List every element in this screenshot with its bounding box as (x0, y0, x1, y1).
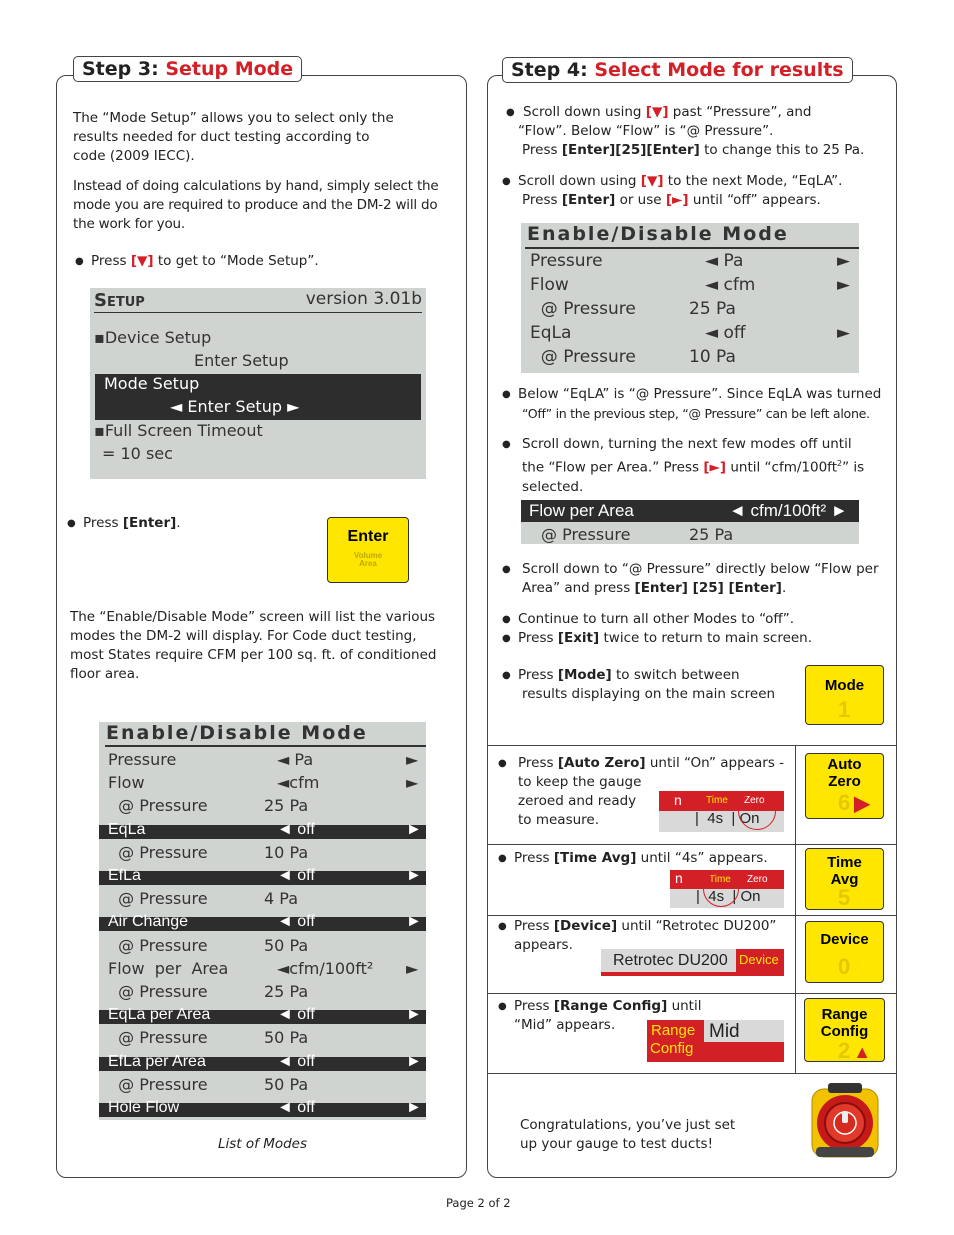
mode-name: EqLa per Area (108, 1006, 211, 1024)
bullet-icon: ● (506, 107, 515, 118)
table-column-line (795, 745, 796, 1073)
table-row-line (487, 844, 897, 845)
mode-value: 50 Pa (264, 1074, 309, 1094)
mode-name: @ Pressure (108, 796, 208, 816)
gauge-device-icon (808, 1083, 882, 1160)
table-row-line (487, 993, 897, 994)
mode-value: ◄cfm/100ft² (277, 958, 374, 978)
range-config-display: Range Config Mid (647, 1020, 784, 1062)
table-top-line (487, 745, 897, 746)
mode-name: @ Pressure (108, 889, 208, 909)
time-avg-instruction: Press [Time Avg] until “4s” appears. (514, 850, 768, 866)
highlight-circle-icon (703, 871, 739, 907)
mode-value: 50 Pa (264, 1028, 309, 1048)
mode-row-highlight (99, 825, 426, 839)
mode-name: Air Change (108, 913, 189, 931)
gauge-device-image (808, 1083, 882, 1160)
table-row-line (487, 915, 897, 916)
setup-screen: Setup version 3.01b ▪Device Setup Enter Setup Mode Setup ◄ Enter Setup ► ▪Full Screen Timeout = 10 sec (90, 288, 426, 479)
mode-arrow: ► (406, 1006, 422, 1024)
press-enter-instruction: Press [Enter]. (83, 515, 181, 531)
mode-name: EfLa (108, 867, 141, 884)
device-instruction: Press [Device] until “Retrotec DU200” appears. (514, 918, 777, 953)
up-arrow-icon: ▲ (853, 1042, 872, 1062)
bullet-icon: ● (502, 633, 511, 644)
mode-name: Flow (530, 275, 569, 295)
step3-intro2: Instead of doing calculations by hand, simply select the mode you are required to produce and the DM-2 will do the work for you. (73, 178, 439, 232)
bullet-icon: ● (502, 389, 511, 400)
step4-screen-header-line (525, 247, 859, 249)
mode-value: ◄cfm (277, 773, 320, 793)
page-footer: Page 2 of 2 (446, 1196, 511, 1210)
mode-value: ◄ Pa (277, 750, 314, 769)
table-row-line (487, 1073, 897, 1074)
highlight-circle-icon (738, 792, 776, 830)
bullet-icon: ● (502, 439, 511, 450)
modes-list-header: Enable/Disable Mode (106, 722, 368, 744)
time-avg-display: n Time Zero | 4s | On (670, 870, 784, 908)
step4-bullet-8: Press [Mode] to switch between results displaying on the main screen (518, 667, 776, 702)
modes-list-caption: List of Modes (218, 1136, 308, 1152)
step4-bullet-3: Below “EqLA” is “@ Pressure”. Since EqLA was turned “Off” in the previous step, “@ Pressure” can be left alone. (518, 386, 882, 421)
enter-key[interactable]: Enter Volume Area (327, 517, 409, 583)
modes-list-header-line (105, 745, 426, 747)
enable-disable-description: The “Enable/Disable Mode” screen will list the various modes the DM-2 will display. For Code duct testing, most States require CFM per 100 sq. ft. of conditioned floor area. (70, 609, 437, 682)
mode-arrow: ► (406, 1052, 422, 1070)
step3-title: Step 3: Setup Mode (73, 56, 302, 82)
mode-name: Pressure (530, 251, 603, 271)
step4-bullet-6: Continue to turn all other Modes to “off”. (518, 611, 794, 627)
step4-bullet-5: Scroll down to “@ Pressure” directly below “Flow per Area” and press [Enter] [25] [Enter]. (522, 561, 879, 596)
setup-screen-version: version 3.01b (305, 289, 422, 309)
bullet-icon: ● (498, 921, 507, 932)
mode-arrow: ► (406, 773, 419, 793)
mode-name: @ Pressure (108, 842, 208, 862)
modes-list-screen (99, 722, 426, 1120)
step3-intro: The “Mode Setup” allows you to select only the results needed for duct testing according to code (2009 IECC). (73, 110, 394, 164)
mode-value: ◄ off (277, 913, 315, 931)
bullet-icon: ● (67, 518, 76, 529)
mode-value: ◄ off (277, 867, 315, 884)
step4-title: Step 4: Select Mode for results (502, 57, 853, 83)
bullet-icon: ● (498, 853, 507, 864)
mode-arrow: ► (837, 323, 851, 343)
mode-name: EqLa (530, 323, 572, 343)
mode-name: Hole Flow (108, 1099, 180, 1116)
mode-name: EqLa (108, 820, 146, 838)
mode-value: 10 Pa (264, 842, 309, 862)
mode-arrow: ► (406, 958, 419, 978)
mode-name: @ Pressure (108, 982, 208, 1001)
mode-arrow: ► (837, 275, 851, 295)
mode-arrow: ► (406, 820, 422, 838)
setup-screen-divider (94, 312, 422, 313)
range-config-display-value-bar (704, 1042, 784, 1062)
congratulations-message: Congratulations, you’ve just set up your gauge to test ducts! (520, 1117, 736, 1152)
mode-name: EfLa per Area (108, 1052, 206, 1070)
mode-name: @ Pressure (530, 299, 636, 319)
mode-value: 25 Pa (264, 796, 309, 816)
mode-arrow: ► (406, 1099, 422, 1116)
bullet-icon: ● (502, 670, 511, 681)
mode-value: ◄ off (705, 323, 746, 343)
right-arrow-icon: ▶ (854, 793, 870, 815)
device-key[interactable]: Device 0 (805, 921, 884, 983)
mode-value: ◄ off (277, 1099, 315, 1116)
auto-zero-instruction: Press [Auto Zero] until “On” appears - to keep the gauge zeroed and ready to measure. (518, 755, 785, 828)
mode-name: Flow per Area (108, 958, 229, 978)
range-config-key[interactable]: Range Config 2 ▲ (804, 998, 885, 1062)
range-config-instruction: Press [Range Config] until “Mid” appears. (514, 998, 702, 1033)
device-display: Retrotec DU200 Device (601, 949, 784, 976)
mode-name: @ Pressure (108, 1028, 208, 1048)
mode-key[interactable]: Mode 1 (805, 665, 884, 725)
auto-zero-display: n Time Zero | 4s | On (659, 791, 784, 832)
mode-arrow: ► (406, 750, 419, 769)
mode-value: 4 Pa (264, 889, 298, 909)
time-avg-key[interactable]: Time Avg 5 (805, 848, 884, 910)
flow-per-area-screen: Flow per Area ◄ cfm/100ft² ► @ Pressure 25 Pa (521, 500, 859, 544)
step4-bullet-1: Scroll down using [▼] past “Pressure”, and “Flow”. Below “Flow” is “@ Pressure”. Press [Enter][25][Enter] to change this to 25 Pa. (518, 104, 865, 158)
mode-value: 25 Pa (689, 299, 736, 319)
mode-name: @ Pressure (530, 347, 636, 367)
mode-name: Flow (108, 773, 145, 793)
mode-value: ◄ off (277, 1006, 315, 1024)
press-down-instruction: Press [▼] to get to “Mode Setup”. (91, 253, 319, 269)
mode-name: @ Pressure (108, 1074, 208, 1094)
mode-value: ◄ off (277, 1052, 315, 1070)
bullet-icon: ● (498, 1001, 507, 1012)
bullet-icon: ● (502, 564, 511, 575)
mode-arrow: ► (406, 913, 422, 931)
mode-value: 10 Pa (689, 347, 736, 367)
mode-arrow: ► (837, 251, 851, 271)
mode-value: 25 Pa (264, 982, 309, 1001)
bullet-icon: ● (502, 614, 511, 625)
step4-bullet-4: Scroll down, turning the next few modes off until the “Flow per Area.” Press [►] until “$cfm/100ft^2$” is selected. (522, 436, 865, 495)
bullet-icon: ● (502, 176, 511, 187)
step4-modes-screen (521, 223, 859, 373)
mode-value: ◄ Pa (705, 251, 744, 271)
setup-screen-title: Setup (94, 290, 145, 311)
mode-name: @ Pressure (108, 935, 208, 955)
auto-zero-key[interactable]: Auto Zero 6 ▶ (805, 753, 884, 819)
mode-value: ◄ off (277, 820, 315, 838)
mode-value: 50 Pa (264, 935, 309, 955)
step4-screen-header: Enable/Disable Mode (527, 223, 789, 245)
mode-arrow: ► (406, 867, 422, 884)
mode-value: ◄ cfm (705, 275, 756, 295)
bullet-icon: ● (498, 758, 507, 769)
mode-row-highlight (99, 871, 426, 885)
mode-name: Pressure (108, 750, 177, 769)
step4-bullet-2: Scroll down using [▼] to the next Mode, “EqLA”. Press [Enter] or use [►] until “off” appears. (518, 173, 843, 208)
bullet-icon: ● (75, 256, 84, 267)
step4-bullet-7: Press [Exit] twice to return to main screen. (518, 630, 813, 646)
